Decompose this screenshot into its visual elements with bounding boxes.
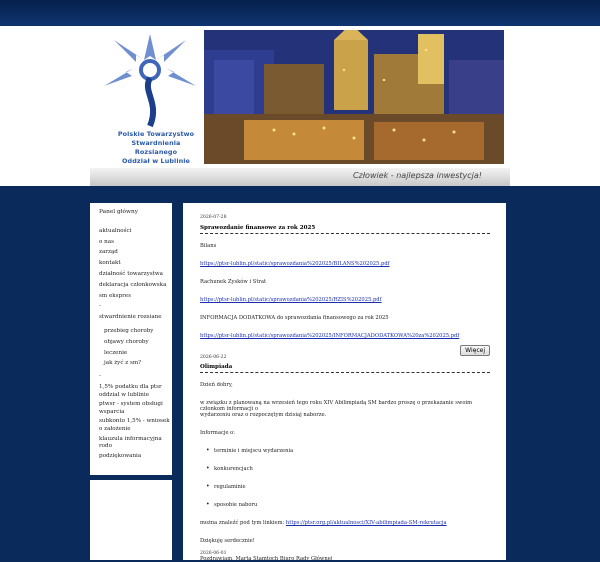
- post-text: Dzień dobry,: [200, 382, 233, 388]
- post-text: Rachunek Zysków i Strat: [200, 279, 267, 285]
- post-text-line: w związku z planowaną na wrzesień tego roku XIV Abilimpiadą SM bardzo proszę o przekazanie swoim członkom informacji o: [200, 400, 473, 412]
- top-bar: [0, 0, 600, 26]
- sidebar-item-deklaracja[interactable]: deklaracja członkowska: [99, 281, 167, 288]
- post-link: [200, 297, 490, 303]
- post-date: 2026-06-22: [200, 355, 227, 360]
- sidebar-item-o-nas[interactable]: o nas: [99, 238, 114, 245]
- post-text: [200, 520, 490, 526]
- slogan-text: Człowiek - najlepsza inwestycja!: [352, 171, 482, 180]
- rzis-link[interactable]: https://ptsr-lublin.pl/static/sprawozdania%202025/RZIS%202025.pdf: [200, 297, 382, 303]
- logo-line: Stwardnienia Rozsianego: [131, 139, 181, 156]
- post-signature: Pozdrawiam, Marta Stamtoch Biuro Rady Głównej: [200, 556, 333, 562]
- news-content: [183, 203, 506, 560]
- list-item: • konkurencjach: [214, 466, 490, 472]
- news-post: [200, 355, 490, 562]
- society-logo[interactable]: [96, 30, 204, 164]
- sidebar-item-podatek[interactable]: 1,5% podatku dla ptsr oddział w lublinie: [99, 383, 162, 398]
- city-night-banner: [204, 30, 504, 164]
- sidebar-item-zarzad[interactable]: zarząd: [99, 249, 118, 256]
- city-photo-image: [204, 30, 504, 164]
- news-post: [200, 215, 490, 359]
- list-item: • terminie i miejscu wydarzenia: [214, 448, 490, 454]
- sidebar-lower-panel: [90, 480, 172, 560]
- sidebar-separator: -: [99, 373, 101, 380]
- sidebar-subitem-przebieg[interactable]: przebieg choroby: [104, 327, 154, 334]
- sidebar-item-kontakt[interactable]: kontakt: [99, 260, 121, 267]
- post-date: 2026-06-01: [200, 551, 227, 556]
- post-text: INFORMACJA DODATKOWA do sprawozdania finansowego za rok 2025: [200, 315, 389, 321]
- list-item: • regulaminie: [214, 484, 490, 490]
- post-text: [200, 400, 490, 418]
- post-link: [200, 261, 490, 267]
- news-post: [200, 551, 490, 556]
- header: [0, 26, 600, 186]
- more-button[interactable]: Więcej: [460, 345, 490, 356]
- sidebar-item-rodo[interactable]: klauzula informacyjna rodo: [99, 435, 162, 450]
- post-text: Bilans: [200, 243, 217, 249]
- ribbon-star-icon: [96, 30, 204, 130]
- sidebar-item-aktualnosci[interactable]: aktualności: [99, 227, 132, 234]
- slogan-bar: [90, 167, 510, 186]
- sidebar-item-dzialnosc[interactable]: działność towarzystwa: [99, 270, 163, 277]
- sidebar-menu: [90, 203, 172, 475]
- sidebar-item-ptwsr[interactable]: ptwsr - system obsługi wsparcia: [99, 401, 163, 415]
- logo-line: Oddział w Lublinie: [122, 157, 190, 165]
- post-title[interactable]: Olimpiada: [200, 364, 490, 373]
- abilimpiada-link[interactable]: https://ptsr.org.pl/aktualnosci/XIV-abilimpiada-SM-rekrutacja: [285, 520, 447, 526]
- post-title[interactable]: Sprawozdanie finansowe za rok 2025: [200, 225, 490, 234]
- sidebar-separator: -: [99, 303, 101, 310]
- sidebar-item-stwardnienie[interactable]: stwardnienie rozsiane: [99, 314, 162, 321]
- bilans-link[interactable]: https://ptsr-lublin.pl/static/sprawozdania%202025/BILANS%202025.pdf: [200, 261, 390, 267]
- sidebar-item-podziekowania[interactable]: podziękowania: [99, 452, 142, 459]
- post-text: Dziękuję serdecznie!: [200, 538, 255, 544]
- sidebar-subitem-jak-zyc[interactable]: jak żyć z sm?: [104, 360, 142, 367]
- sidebar-item-sm-ekspres[interactable]: sm ekspres: [99, 292, 131, 299]
- post-text-inline: można znaleźć pod tym linkiem:: [200, 520, 286, 526]
- logo-line: Polskie Towarzystwo: [117, 130, 195, 138]
- post-date: 2026-07-28: [200, 215, 227, 220]
- sidebar-subgroup: [99, 326, 172, 369]
- list-item: • sposobie naboru: [214, 502, 490, 508]
- informacja-link[interactable]: https://ptsr-lublin.pl/static/sprawozdania%202025/INFORMACJADODATKOWA%20za%202025.pdf: [200, 333, 460, 339]
- sidebar-subitem-leczenie[interactable]: leczenie: [104, 349, 128, 356]
- post-text: Informacje o:: [200, 430, 236, 436]
- post-text-line: wydarzeniu oraz o rozpoczętym dzisiaj naborze.: [200, 412, 327, 418]
- post-link: [200, 333, 490, 339]
- logo-text: [110, 130, 202, 166]
- sidebar-item-subkonto[interactable]: subkonto 1,5% - wniosek o założenie: [99, 418, 170, 432]
- sidebar-subitem-objawy[interactable]: objawy choroby: [104, 338, 149, 345]
- menu-title: Panel główny: [99, 209, 139, 215]
